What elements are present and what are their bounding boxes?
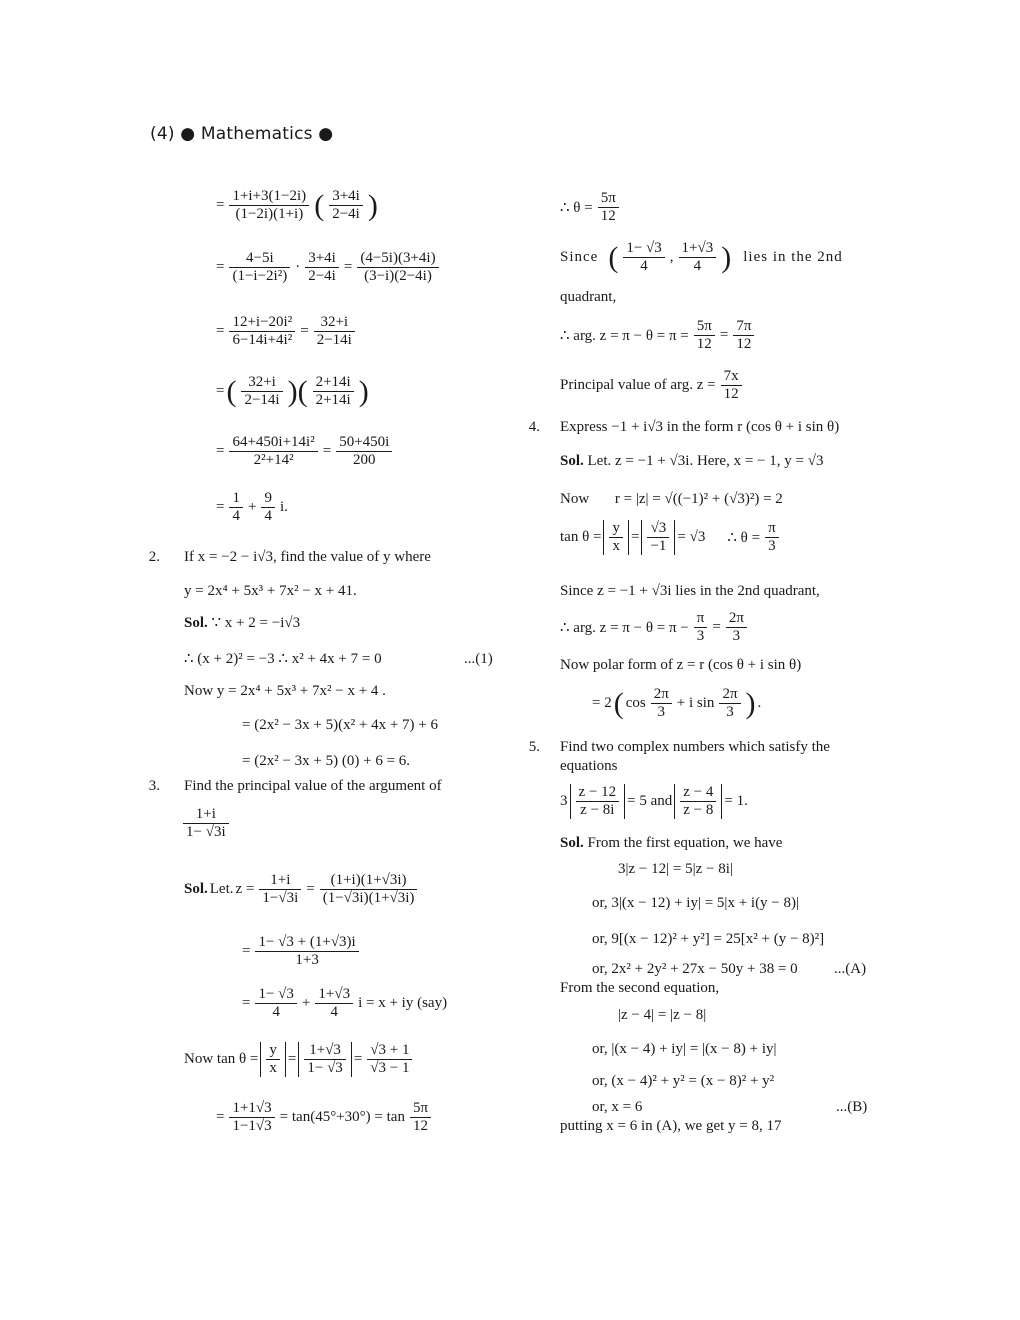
sol-label: Sol. — [184, 615, 208, 631]
question-5-step-4: or, 9[(x − 12)² + y²] = 25[x² + (y − 8)²] — [592, 931, 825, 947]
question-4-solution-1: Sol. Let. z = −1 + √3i. Here, x = − 1, y = √3 — [560, 453, 824, 469]
question-5-step-8: or, |(x − 4) + iy| = |(x − 8) + iy| — [592, 1041, 777, 1057]
question-4-since: Since z = −1 + √3i lies in the 2nd quadrant, — [560, 583, 820, 599]
question-4-modulus: Now r = |z| = √((−1)² + (√3)²) = 2 — [560, 491, 783, 507]
question-5-step-9: or, (x − 4)² + y² = (x − 8)² + y² — [592, 1073, 775, 1089]
question-4-text: Express −1 + i√3 in the form r (cos θ + i sin θ) — [560, 419, 840, 435]
since-quadrant-line2: quadrant, — [560, 289, 617, 305]
question-3-solution-4: Now tan θ = $\frac{y}{x}$ = $\frac{1+√3}{1- √3}$ = $\frac{√3 + 1}{√3 - 1}$ — [184, 1042, 415, 1077]
question-2-solution-4: = (2x² − 3x + 5)(x² + 4x + 7) + 6 — [242, 717, 438, 733]
question-3-number: 3. — [148, 778, 160, 794]
question-5-step-10: or, x = 6 — [592, 1099, 643, 1115]
question-3-solution-2: = $\frac{1- √3 + (1+√3)i}{1+3}$ — [242, 934, 362, 969]
question-4-arg: ∴ arg. z = π − θ = π − $\frac{\pi}{3}$ = $\frac{2\pi}{3}$ — [560, 610, 750, 645]
question-4-tan: tan θ = $\frac{y}{x}$ = $\frac{√3}{-1}$ = √3 ∴ θ = $\frac{\pi}{3}$ — [560, 520, 782, 555]
question-2-solution-1: Sol. ∵ x + 2 = −i√3 — [184, 615, 301, 631]
sol-label: Sol. — [560, 453, 584, 469]
since-quadrant: Since ( $\frac{1- √3}{4}$ , $\frac{1+√3}{4}$ ) lies in the 2nd — [560, 240, 843, 274]
left-step-2: = $\frac{4-5i}{\text{(1−i−2i²)}}$ · $\frac{3+4i}{2-4i}$ = $\frac{(4-5i)(3+4i)}{(3-i)(2-4i)}$ — [216, 250, 442, 285]
left-step-6: = $\frac{1}{4}$ + $\frac{9}{4}$ i. — [216, 490, 288, 524]
question-5-step-3: or, 3|(x − 12) + iy| = 5|x + i(y − 8)| — [592, 895, 800, 911]
question-5-text-1: Find two complex numbers which satisfy the — [560, 739, 830, 755]
arg-z: ∴ arg. z = π − θ = π = $\frac{5\pi}{12}$ = $\frac{7\pi}{12}$ — [560, 318, 757, 353]
question-3-solution-3: = $\frac{1- √3}{4}$ + $\frac{1+√3}{4}$ i = x + iy (say) — [242, 986, 448, 1020]
question-5-step-6: From the second equation, — [560, 980, 720, 996]
question-5-text-2: equations — [560, 758, 618, 774]
question-4-polar-text: Now polar form of z = r (cos θ + i sin θ) — [560, 657, 802, 673]
question-3-text: Find the principal value of the argument of — [184, 778, 442, 794]
question-2-text: If x = −2 − i√3, find the value of y where — [184, 549, 431, 565]
question-5-equations: 3 $\frac{z - 12}{z - 8i}$ = 5 and $\frac{z - 4}{z - 8}$ = 1. — [560, 784, 748, 818]
question-5-step-11: putting x = 6 in (A), we get y = 8, 17 — [560, 1118, 782, 1134]
page-header: (4) ● Mathematics ● — [150, 124, 334, 144]
question-5-step-5: or, 2x² + 2y² + 27x − 50y + 38 = 0 — [592, 961, 798, 977]
question-2-number: 2. — [148, 549, 160, 565]
theta-result: ∴ θ = $\frac{5\pi}{12}$ — [560, 190, 622, 225]
question-4-polar-form: = 2 ( cos $\frac{2\pi}{3}$ + i sin $\frac{2\pi}{3}$ ) . — [592, 686, 762, 720]
question-5-step-2: 3|z − 12| = 5|z − 8i| — [618, 861, 733, 877]
sol-label: Sol. — [560, 835, 584, 851]
equation-ref-a: ...(A) — [834, 961, 867, 977]
left-step-1: = $\frac{1+i+3(1-2i)}{(1-2i)(1+i)}$ ( $\frac{3+4i}{2-4i}$ ) — [216, 188, 378, 222]
question-2-solution-3: Now y = 2x⁴ + 5x³ + 7x² − x + 4 . — [184, 683, 386, 699]
question-2-solution-5: = (2x² − 3x + 5) (0) + 6 = 6. — [242, 753, 411, 769]
left-step-4: = ( $\frac{32+i}{2-14i}$ )( $\frac{2+14i}{2+14i}$ ) — [216, 374, 369, 408]
left-step-5: = $\frac{\text{64+450i+14i²}}{\text{2²+14²}}$ = $\frac{50+450i}{200}$ — [216, 434, 395, 469]
equation-ref-1: ...(1) — [464, 651, 493, 667]
equation-ref-b: ...(B) — [836, 1099, 868, 1115]
question-5-step-7: |z − 4| = |z − 8| — [618, 1007, 707, 1023]
question-5-number: 5. — [528, 739, 540, 755]
left-step-3: = $\frac{\text{12+i−20i²}}{\text{6−14i+4i²}}$ = $\frac{32+i}{2-14i}$ — [216, 314, 358, 349]
sol-label: Sol. — [184, 881, 208, 897]
question-3-solution-5: = $\frac{1+1√3}{1-1√3}$ = tan(45°+30°) = tan $\frac{5\pi}{12}$ — [216, 1100, 434, 1135]
question-3-solution-1: Sol. Let. z = $\frac{1+i}{1-√3i}$ = $\frac{(1+i)(1+√3i)}{(1-√3i)(1+√3i)}$ — [184, 872, 420, 907]
question-3-fraction: $\frac{1+i}{1- √3i}$ — [180, 806, 232, 841]
question-5-solution-1: Sol. From the first equation, we have — [560, 835, 783, 851]
question-2-equation: y = 2x⁴ + 5x³ + 7x² − x + 41. — [184, 583, 357, 599]
principal-value: Principal value of arg. z = $\frac{7x}{12}$ — [560, 368, 745, 403]
question-4-number: 4. — [528, 419, 540, 435]
question-2-solution-2: ∴ (x + 2)² = −3 ∴ x² + 4x + 7 = 0 — [184, 651, 382, 667]
